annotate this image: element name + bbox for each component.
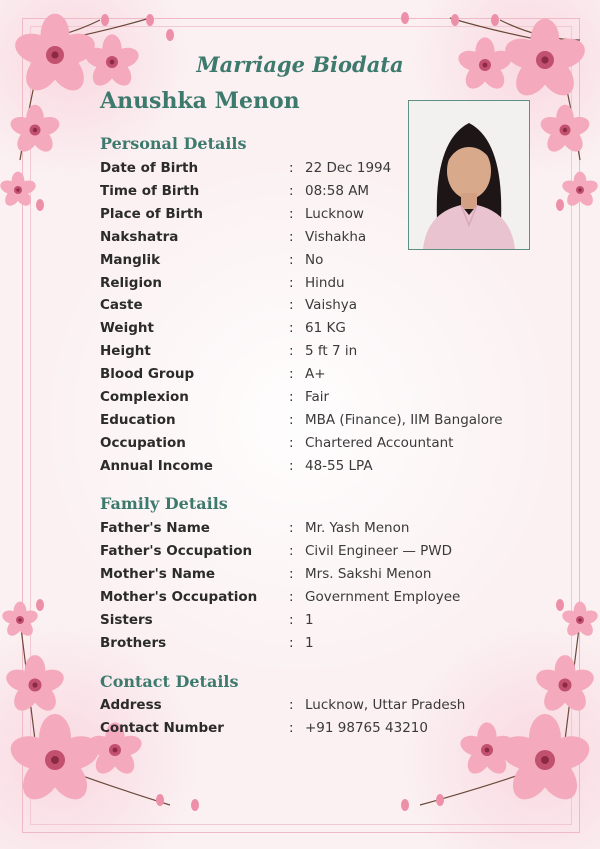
- field-separator: :: [289, 542, 294, 559]
- candidate-name: Anushka Menon: [100, 88, 300, 114]
- family-row: [100, 635, 560, 655]
- field-value: +91 98765 43210: [305, 720, 428, 736]
- field-value: Lucknow, Uttar Pradesh: [305, 697, 466, 713]
- field-label: Address: [100, 697, 162, 713]
- personal-row: [100, 458, 560, 478]
- field-label: Time of Birth: [100, 182, 200, 199]
- field-separator: :: [289, 251, 294, 268]
- field-label: Education: [100, 411, 176, 428]
- field-separator: :: [289, 389, 294, 405]
- field-label: Complexion: [100, 389, 189, 405]
- field-label: Contact Number: [100, 720, 224, 736]
- contact-row: [100, 720, 560, 740]
- family-row: [100, 612, 560, 632]
- field-value: Mrs. Sakshi Menon: [305, 565, 432, 582]
- personal-row: [100, 320, 560, 340]
- field-label: Nakshatra: [100, 228, 179, 245]
- field-label: Place of Birth: [100, 205, 203, 222]
- field-separator: :: [289, 205, 294, 222]
- field-separator: :: [289, 611, 294, 628]
- field-label: Date of Birth: [100, 160, 199, 176]
- field-label: Blood Group: [100, 366, 195, 383]
- field-value: Mr. Yash Menon: [305, 520, 410, 536]
- family-details-heading: Family Details: [100, 494, 228, 513]
- field-label: Religion: [100, 274, 162, 291]
- document-heading: Marriage Biodata: [196, 52, 404, 77]
- field-label: Father's Occupation: [100, 542, 253, 559]
- field-separator: :: [289, 274, 294, 291]
- field-label: Weight: [100, 320, 154, 337]
- personal-row: [100, 343, 560, 363]
- family-row: [100, 566, 560, 586]
- field-label: Mother's Occupation: [100, 588, 258, 605]
- personal-row: [100, 160, 560, 180]
- personal-row: [100, 252, 560, 272]
- field-value: 61 KG: [305, 320, 346, 337]
- field-value: Hindu: [305, 274, 345, 291]
- family-row: [100, 543, 560, 563]
- field-separator: :: [289, 520, 294, 536]
- personal-row: [100, 275, 560, 295]
- field-separator: :: [289, 720, 294, 736]
- field-value: 1: [305, 611, 314, 628]
- field-separator: :: [289, 320, 294, 337]
- field-value: Government Employee: [305, 588, 461, 605]
- field-label: Caste: [100, 297, 143, 314]
- field-separator: :: [289, 697, 294, 713]
- field-separator: :: [289, 565, 294, 582]
- personal-row: [100, 297, 560, 317]
- field-label: Mother's Name: [100, 565, 216, 582]
- field-value: A+: [305, 366, 326, 383]
- family-row: [100, 520, 560, 540]
- field-separator: :: [289, 343, 294, 360]
- field-label: Manglik: [100, 251, 161, 268]
- field-label: Occupation: [100, 434, 186, 451]
- field-separator: :: [289, 160, 294, 176]
- field-separator: :: [289, 588, 294, 605]
- field-value: Vishakha: [305, 228, 367, 245]
- field-separator: :: [289, 457, 294, 474]
- field-separator: :: [289, 228, 294, 245]
- personal-row: [100, 366, 560, 386]
- field-value: 48-55 LPA: [305, 457, 373, 474]
- field-label: Annual Income: [100, 457, 213, 474]
- field-value: 1: [305, 634, 314, 651]
- personal-row: [100, 389, 560, 409]
- field-label: Height: [100, 343, 151, 360]
- field-value: 5 ft 7 in: [305, 343, 358, 360]
- field-value: Chartered Accountant: [305, 434, 454, 451]
- field-value: Civil Engineer — PWD: [305, 542, 453, 559]
- field-separator: :: [289, 634, 294, 651]
- field-value: Fair: [305, 389, 330, 405]
- field-value: 22 Dec 1994: [305, 160, 392, 176]
- field-label: Father's Name: [100, 520, 210, 536]
- personal-details-heading: Personal Details: [100, 134, 247, 153]
- personal-row: [100, 435, 560, 455]
- field-label: Brothers: [100, 634, 167, 651]
- field-separator: :: [289, 434, 294, 451]
- field-value: Lucknow: [305, 205, 364, 222]
- field-separator: :: [289, 366, 294, 383]
- contact-details-heading: Contact Details: [100, 672, 239, 691]
- field-value: 08:58 AM: [305, 182, 370, 199]
- field-value: MBA (Finance), IIM Bangalore: [305, 411, 503, 428]
- personal-row: [100, 206, 560, 226]
- field-separator: :: [289, 182, 294, 199]
- field-separator: :: [289, 297, 294, 314]
- field-value: No: [305, 251, 324, 268]
- personal-row: [100, 183, 560, 203]
- contact-row: [100, 697, 560, 717]
- family-row: [100, 589, 560, 609]
- personal-row: [100, 229, 560, 249]
- field-value: Vaishya: [305, 297, 358, 314]
- personal-row: [100, 412, 560, 432]
- field-label: Sisters: [100, 611, 153, 628]
- field-separator: :: [289, 411, 294, 428]
